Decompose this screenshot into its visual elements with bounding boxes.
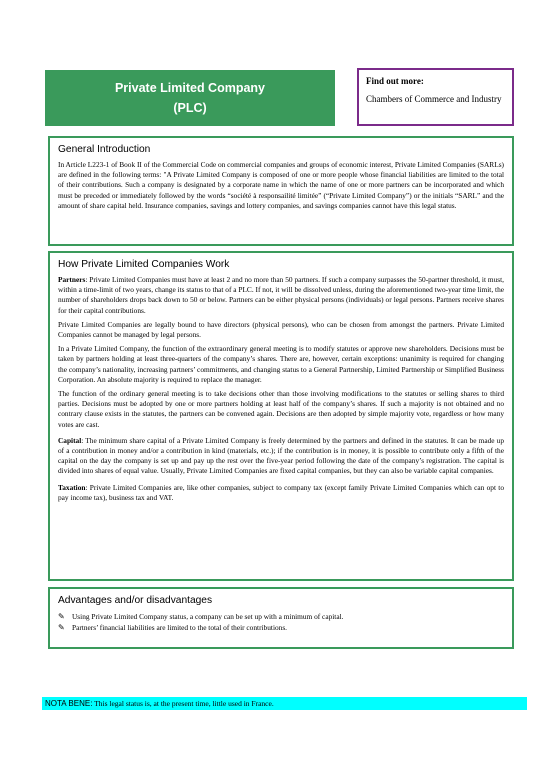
list-item (58, 622, 504, 633)
how-it-works-section (48, 251, 514, 581)
advantages-heading: Advantages and/or disadvantages (58, 595, 213, 606)
directors-paragraph: Private Limited Companies are legally bound to have directors (physical persons), who can be chosen from amongst the partners. Private Limited Companies cannot be managed by legal persons. (58, 319, 504, 340)
nota-bene-banner (42, 697, 527, 710)
ordinary-meeting-paragraph: The function of the ordinary general meeting is to take decisions other than those involving modifications to the statutes or selling shares to third parties. Decisions must be adopted by one or more partners holding at least half of the company’s shares. If such a majority is not obtained and no contrary clause exists in the statutes, the partners can be convened again. Decisions are then adopted by simple majority vote, regardless or how many votes are cast. (58, 389, 504, 429)
pencil-bullet-icon: ✎ (58, 612, 65, 621)
advantage-text: Partners’ financial liabilities are limited to the total of their contributions. (72, 623, 288, 632)
advantages-list (58, 611, 504, 633)
list-item (58, 611, 504, 622)
general-introduction-heading: General Introduction (58, 144, 151, 155)
partners-paragraph (58, 275, 504, 316)
capital-text: : The minimum share capital of a Private Limited Company is freely determined by the partners and defined in the statutes. It can be made up of a contribution in money and/or a contribution in kind (materials, etc.); if the contribution is in money, it is possible to contribute only a fifth of the capital on the day the company is set up and pay up the rest over the five-year period following the date of the company’s registration. The capital is divided into shares of equal value. Usually, Private Limited Companies are fixed capital companies, but they can also be variable capital companies. (58, 435, 504, 476)
capital-paragraph (58, 436, 504, 477)
general-introduction-text: In Article L223-1 of Book II of the Commercial Code on commercial companies and groups of economic interest, Private Limited Companies (SARLs) are defined in the following terms: "A Private Limited Company is composed of one or more people whose financial liabilities are limited to the total of their contributions. Such a company is designated by a corporate name in which the name of one or more partners can be incorporated and which must be preceded or immediately followed by the words “société à responsailité limitée” (“Private Limited Company”) or the initials “SARL” and the amount of share capital held. Insurance companies, savings and lottery companies, and savings companies cannot have this legal status. (58, 160, 504, 210)
pencil-bullet-icon: ✎ (58, 623, 65, 632)
title-line-1: Private Limited Company (114, 81, 266, 95)
advantage-text: Using Private Limited Company status, a company can be set up with a minimum of capital. (72, 612, 344, 621)
general-introduction-section (48, 136, 514, 246)
title-banner (45, 70, 335, 126)
partners-text: : Private Limited Companies must have at least 2 and no more than 50 partners. If such a company surpasses the 50-partner threshold, it must, within a time-limit of two years, change its status to that of a PLC. If not, it will be dissolved unless, during the aforementioned two-year time limit, the number of shareholders drops back down to 50 or below. Partners can be either physical persons (individuals) or legal persons. Partners receive shares for their capital contributions. (58, 275, 504, 315)
advantages-section (48, 587, 514, 649)
find-out-more-title: Find out more: (366, 76, 424, 86)
nota-bene-label: NOTA BENE: (45, 699, 93, 708)
taxation-paragraph (58, 483, 504, 503)
taxation-label: Taxation (58, 482, 86, 492)
find-out-more-box (357, 68, 514, 126)
how-it-works-heading: How Private Limited Companies Work (58, 259, 230, 270)
partners-label: Partners (58, 275, 86, 284)
extraordinary-meeting-paragraph: In a Private Limited Company, the function of the extraordinary general meeting is to modify statutes or approve new shareholders. Decisions must be taken by partners holding at least three-quarters of the company’s shares. There are, however, certain exceptions: unanimity is required for changing the company’s nationality, increasing partners’ commitments, and changing status to a General Partnership, Limited Partnership or Simplified Business Corporation. An absolute majority is required to replace the manager. (58, 344, 504, 384)
find-out-more-text: Chambers of Commerce and Industry (366, 94, 502, 104)
taxation-text: : Private Limited Companies are, like other companies, subject to company tax (except family Private Limited Companies which can opt to pay income tax), business tax and VAT. (58, 482, 504, 502)
title-line-2: (PLC) (173, 101, 207, 115)
nota-bene-text: This legal status is, at the present time, little used in France. (92, 699, 274, 708)
capital-label: Capital (58, 435, 82, 445)
